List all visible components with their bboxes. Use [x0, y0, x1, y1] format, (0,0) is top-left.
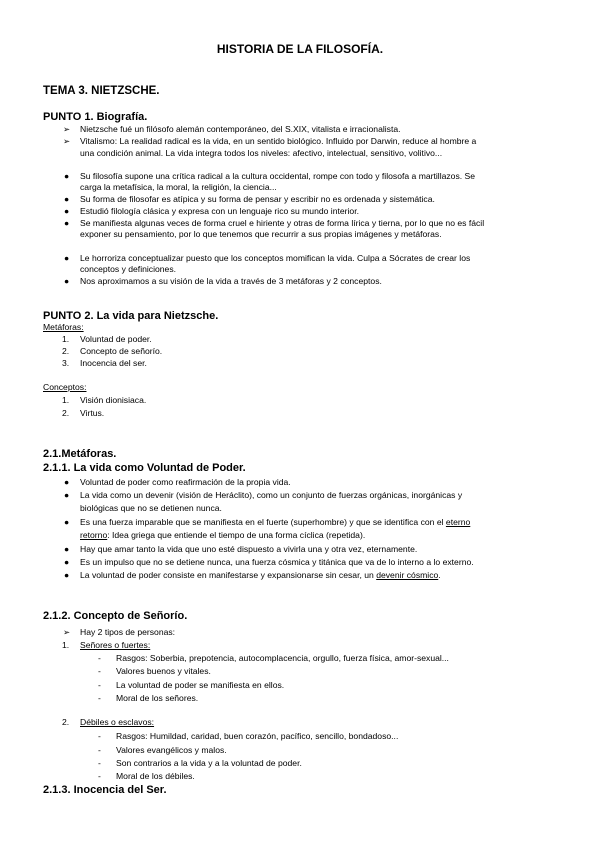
- list-item: Virtus.: [80, 408, 105, 418]
- text-run: .: [438, 570, 441, 580]
- arrow-icon: ➢: [63, 136, 71, 146]
- punto1-heading: PUNTO 1. Biografía.: [43, 111, 148, 123]
- text-run: : Idea griega que entiende el tiempo de una forma cíclica (repetida).: [107, 530, 366, 540]
- debiles-label: Débiles o esclavos:: [80, 717, 155, 727]
- list-item-cont: conceptos y definiciones.: [80, 264, 177, 274]
- section-2-1-3-heading: 2.1.3. Inocencia del Ser.: [43, 784, 167, 796]
- list-item: Son contrarios a la vida y a la voluntad de poder.: [116, 758, 302, 768]
- list-item-cont: [80, 530, 365, 541]
- list-item: Moral de los débiles.: [116, 771, 195, 781]
- bullet-icon: ●: [64, 517, 70, 527]
- list-item: Nietzsche fué un filósofo alemán contemporáneo, del S.XIX, vitalista e irracionalista.: [80, 124, 401, 134]
- list-number: 3.: [62, 358, 70, 368]
- list-item: La vida como un devenir (visión de Heráclito), como un conjunto de fuerzas orgánicas, inorgánicas y: [80, 490, 463, 500]
- list-item: Moral de los señores.: [116, 693, 199, 703]
- list-number: 2.: [62, 346, 70, 356]
- dash-marker: -: [98, 745, 101, 755]
- senores-label: Señores o fuertes:: [80, 640, 151, 650]
- retorno-term: retorno: [80, 530, 108, 540]
- list-item-cont: una condición animal. La vida integra todos los niveles: afectivo, intelectual, sensitivo, volitivo...: [80, 148, 443, 158]
- list-item: Voluntad de poder como reafirmación de la propia vida.: [80, 477, 291, 487]
- dash-marker: -: [98, 771, 101, 781]
- list-item: Voluntad de poder.: [80, 334, 152, 344]
- eterno-term: eterno: [445, 517, 471, 527]
- text-run: La voluntad de poder consiste en manifestarse y expansionarse sin cesar, un: [80, 570, 377, 580]
- list-item: Rasgos: Humildad, caridad, buen corazón, pacífico, sencillo, bondadoso...: [116, 731, 399, 741]
- conceptos-label: Conceptos:: [43, 382, 87, 392]
- list-number: 1.: [62, 395, 70, 405]
- section-2-1-1-heading: 2.1.1. La vida como Voluntad de Poder.: [43, 462, 246, 474]
- arrow-icon: ➢: [63, 124, 71, 134]
- list-item: Concepto de señorío.: [80, 346, 163, 356]
- list-number: 1.: [62, 640, 70, 650]
- dash-marker: -: [98, 680, 101, 690]
- list-item: Valores evangélicos y malos.: [116, 745, 227, 755]
- arrow-icon: ➢: [63, 627, 71, 637]
- list-item: Rasgos: Soberbia, prepotencia, autocomplacencia, orgullo, fuerza física, amor-sexual...: [116, 653, 449, 663]
- list-item: Visión dionisiaca.: [80, 395, 147, 405]
- list-item: [80, 570, 441, 581]
- list-number: 2.: [62, 408, 70, 418]
- dash-marker: -: [98, 731, 101, 741]
- dash-marker: -: [98, 758, 101, 768]
- list-item: Vitalismo: La realidad radical es la vida, en un sentido biológico. Influido por Darwin, reduce al hombre a: [80, 136, 477, 146]
- devenir-cosmico-term: devenir cósmico: [376, 570, 439, 580]
- list-item: La voluntad de poder se manifiesta en ellos.: [116, 680, 285, 690]
- metaforas-label: Metáforas:: [43, 322, 84, 332]
- list-item: Su forma de filosofar es atípica y su forma de pensar y escribir no es ordenada y sistemática.: [80, 194, 435, 204]
- punto2-heading: PUNTO 2. La vida para Nietzsche.: [43, 310, 219, 322]
- bullet-icon: ●: [64, 194, 70, 204]
- bullet-icon: ●: [64, 218, 70, 228]
- list-number: 2.: [62, 717, 70, 727]
- list-item: Hay que amar tanto la vida que uno esté dispuesto a vivirla una y otra vez, eternamente.: [80, 544, 418, 554]
- section-2-1-heading: 2.1.Metáforas.: [43, 448, 117, 460]
- section-2-1-2-heading: 2.1.2. Concepto de Señorío.: [43, 610, 188, 622]
- text-run: Es una fuerza imparable que se manifiesta en el fuerte (superhombre) y que se identifica con el: [80, 517, 446, 527]
- list-item: Su filosofía supone una crítica radical a la cultura occidental, rompe con todo y filosofa a martillazos. Se: [80, 171, 476, 181]
- page-title: HISTORIA DE LA FILOSOFÍA.: [216, 42, 384, 56]
- list-item-cont: biológicas que no se detienen nunca.: [80, 503, 222, 513]
- bullet-icon: ●: [64, 206, 70, 216]
- tema-heading: TEMA 3. NIETZSCHE.: [43, 85, 160, 97]
- dash-marker: -: [98, 653, 101, 663]
- bullet-icon: ●: [64, 171, 70, 181]
- list-number: 1.: [62, 334, 70, 344]
- list-item: [80, 517, 470, 528]
- list-item: Inocencia del ser.: [80, 358, 147, 368]
- bullet-icon: ●: [64, 570, 70, 580]
- bullet-icon: ●: [64, 544, 70, 554]
- bullet-icon: ●: [64, 490, 70, 500]
- list-item: Valores buenos y vitales.: [116, 666, 211, 676]
- dash-marker: -: [98, 666, 101, 676]
- list-item: Se manifiesta algunas veces de forma cruel e hiriente y otras de forma lírica y tierna, por lo que no es fácil: [80, 218, 485, 228]
- bullet-icon: ●: [64, 253, 70, 263]
- bullet-icon: ●: [64, 477, 70, 487]
- list-item: Nos aproximamos a su visión de la vida a través de 3 metáforas y 2 conceptos.: [80, 276, 382, 286]
- list-item-cont: carga la metafísica, la moral, la religión, la ciencia...: [80, 182, 277, 192]
- list-item: Le horroriza conceptualizar puesto que los conceptos momifican la vida. Culpa a Sócrates de crear los: [80, 253, 471, 263]
- bullet-icon: ●: [64, 557, 70, 567]
- dash-marker: -: [98, 693, 101, 703]
- list-item: Estudió filología clásica y expresa con un lenguaje rico su mundo interior.: [80, 206, 359, 216]
- list-item: Hay 2 tipos de personas:: [80, 627, 176, 637]
- list-item-cont: exponer su pensamiento, por lo que tenemos que recurrir a sus propias imágenes y metáforas.: [80, 229, 442, 239]
- list-item: Es un impulso que no se detiene nunca, una fuerza cósmica y titánica que va de lo interno a lo externo.: [80, 557, 474, 567]
- bullet-icon: ●: [64, 276, 70, 286]
